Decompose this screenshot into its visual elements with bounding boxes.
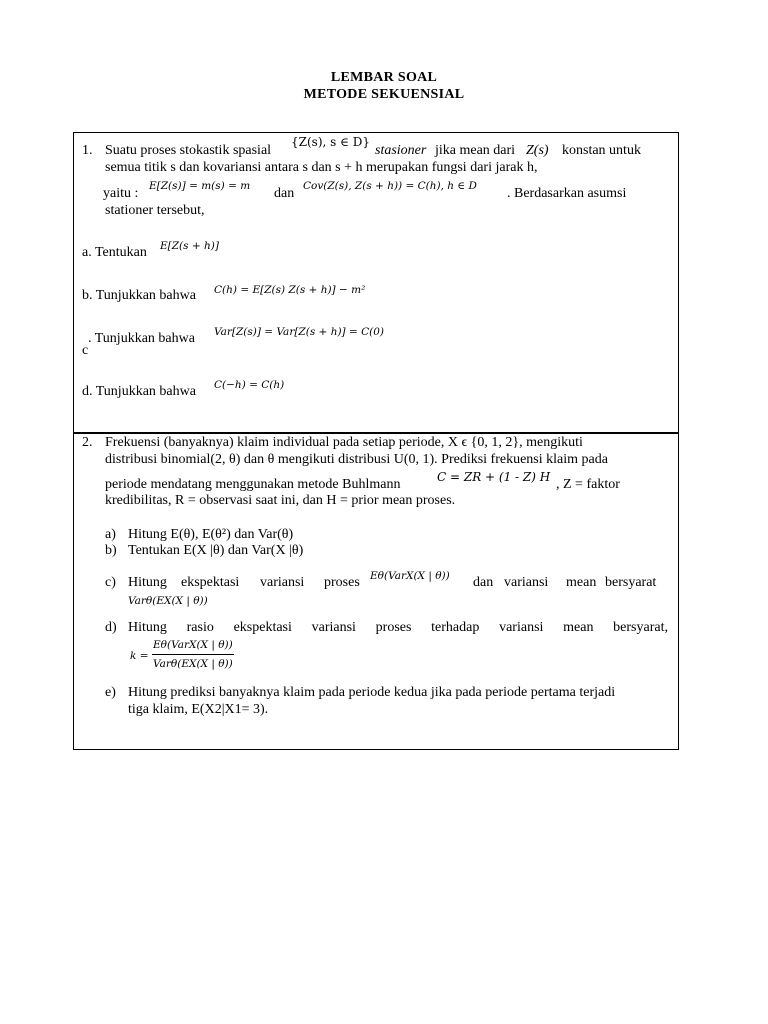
q2b-text: Tentukan E(X |θ) dan Var(X |θ): [128, 543, 304, 558]
title-lembar-soal: LEMBAR SOAL: [330, 70, 438, 85]
q2c-word-1: Hitung: [128, 575, 167, 590]
q2c-word-7: mean: [566, 575, 597, 590]
q1a-formula: E[Z(s + h)]: [160, 240, 219, 252]
q1-cov-formula: Cov(Z(s), Z(s + h)) = C(h), h ∈ D: [303, 180, 477, 192]
q1-mean-formula: E[Z(s)] = m(s) = m: [149, 180, 251, 192]
q1-number: 1.: [82, 143, 93, 158]
q2d-fraction-numerator: Eθ(VarX(X | θ)): [152, 637, 234, 655]
q2d-label: d): [105, 620, 117, 635]
q2e-label: e): [105, 685, 116, 700]
q1b-formula: C(h) = E[Z(s) Z(s + h)] − m²: [214, 284, 366, 296]
q2-buhlmann-formula: C = ZR + (1 - Z) H: [437, 470, 551, 484]
title-metode-sekuensial: METODE SEKUENSIAL: [303, 87, 465, 102]
q1-line1-text-b: jika mean dari: [435, 143, 516, 158]
q1-line3-end: . Berdasarkan asumsi: [507, 186, 627, 201]
q2e-line2: tiga klaim, E(X2|X1= 3).: [128, 702, 269, 717]
q2a-text: Hitung E(θ), E(θ²) dan Var(θ): [128, 527, 294, 542]
q2c-word-5: dan: [473, 575, 494, 590]
q2c-formula-1: Eθ(VarX(X | θ)): [370, 570, 450, 582]
q2-line1-text: Frekuensi (banyaknya) klaim individual pada setiap periode, X ϵ {0, 1, 2}, mengikuti: [105, 435, 583, 450]
q1c-formula: Var[Z(s)] = Var[Z(s + h)] = C(0): [214, 326, 385, 338]
q2-line3-text: periode mendatang menggunakan metode Buhlmann: [105, 477, 401, 492]
q1-line2-text: semua titik s dan kovariansi antara s dan s + h merupakan fungsi dari jarak h,: [105, 160, 538, 175]
q2c-formula-2: Varθ(EX(X | θ)): [128, 595, 208, 607]
q2c-word-6: variansi: [504, 575, 549, 590]
q1a-text: a. Tentukan: [82, 245, 147, 260]
q2d-k: k =: [130, 650, 149, 662]
q2d-fraction: [152, 637, 234, 672]
q1-yaitu: yaitu :: [103, 186, 139, 201]
q2-number: 2.: [82, 435, 93, 450]
q2c-word-4: proses: [324, 575, 360, 590]
q2c-word-8: bersyarat: [605, 575, 657, 590]
q2e-line1: Hitung prediksi banyaknya klaim pada periode kedua jika pada periode pertama terjadi: [128, 685, 616, 700]
q1-zs: Z(s): [526, 143, 549, 158]
q2-line2-text: distribusi binomial(2, θ) dan θ mengikuti distribusi U(0, 1). Prediksi frekuensi klaim pada: [105, 452, 608, 467]
q2-line3-end: , Z = faktor: [556, 477, 620, 492]
q1-line4-text: stationer tersebut,: [105, 203, 205, 218]
q2c-word-2: ekspektasi: [181, 575, 240, 590]
q1-set-notation: {Z(s), s ∈ D}: [291, 135, 371, 149]
q2b-label: b): [105, 543, 117, 558]
q2c-label: c): [105, 575, 116, 590]
q2d-text: Hitung rasio ekspektasi variansi proses terhadap variansi mean bersyarat,: [128, 620, 668, 635]
q1-dan: dan: [274, 186, 295, 201]
q2c-word-3: variansi: [260, 575, 305, 590]
q2-line4-text: kredibilitas, R = observasi saat ini, dan H = prior mean proses.: [105, 493, 456, 508]
q1c-letter: c: [82, 343, 89, 358]
q1-stasioner: stasioner: [375, 143, 427, 158]
q1c-text: . Tunjukkan bahwa: [88, 331, 195, 346]
q1d-formula: C(−h) = C(h): [214, 379, 285, 391]
q1b-text: b. Tunjukkan bahwa: [82, 288, 196, 303]
q1-line1-text-c: konstan untuk: [562, 143, 641, 158]
q1d-text: d. Tunjukkan bahwa: [82, 384, 196, 399]
q1-line1-text: Suatu proses stokastik spasial: [105, 143, 272, 158]
q2a-label: a): [105, 527, 116, 542]
q2d-fraction-denominator: Varθ(EX(X | θ)): [153, 658, 233, 670]
